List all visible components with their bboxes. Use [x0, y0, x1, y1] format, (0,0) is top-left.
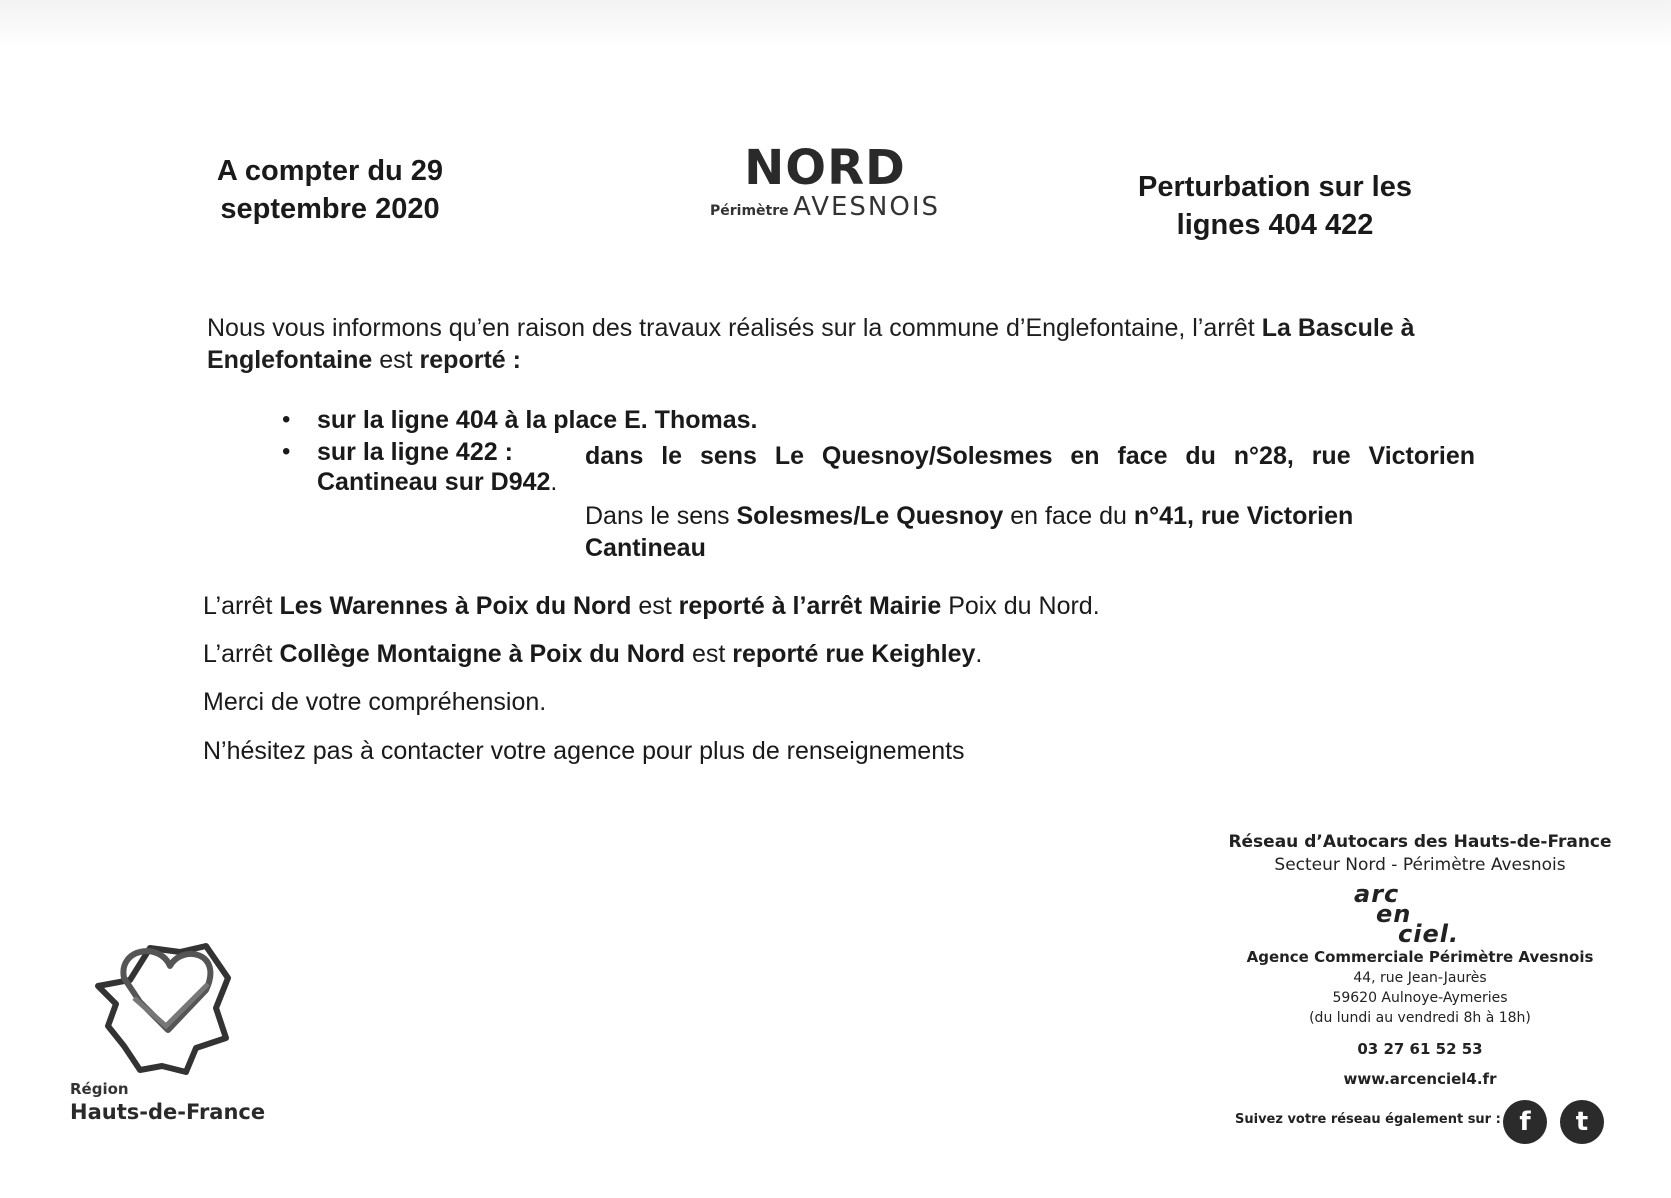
perimeter-prefix: Périmètre — [709, 203, 789, 219]
logo-word-arc: arc — [1354, 880, 1400, 908]
agency-phone: 03 27 61 52 53 — [1357, 1040, 1483, 1058]
contact-paragraph: N’hésitez pas à contacter votre agence pour plus de renseignements — [203, 737, 965, 765]
warennes-paragraph — [203, 590, 1100, 622]
disruption-title — [1110, 168, 1440, 244]
p2-stop: Collège Montaigne à Poix du Nord — [279, 640, 686, 668]
line-422-label — [317, 436, 513, 468]
line-422-direction-1-continued — [317, 466, 557, 498]
college-paragraph — [203, 638, 982, 670]
intro-paragraph — [207, 312, 1477, 376]
dir2-text-b: en face du — [1003, 502, 1134, 530]
agency-name: Agence Commerciale Périmètre Avesnois — [1246, 948, 1594, 966]
effective-date-line1: A compter du 29 — [216, 155, 444, 187]
p2-text-b: est — [685, 640, 733, 668]
bullet-symbol-2: • — [282, 438, 291, 465]
agency-website: www.arcenciel4.fr — [1343, 1070, 1497, 1088]
line-422-direction-1-cont-text: Cantineau sur D942 — [317, 468, 551, 496]
sector-title: NORD — [744, 140, 906, 196]
p2-text-c: . — [975, 640, 983, 668]
logo-word-ciel: ciel. — [1398, 920, 1460, 948]
twitter-icon[interactable]: t — [1560, 1100, 1604, 1144]
dir2-direction: Solesmes/Le Quesnoy — [736, 502, 1004, 530]
effective-date — [200, 152, 460, 228]
intro-text-1: Nous vous informons qu’en raison des travaux réalisés sur la commune d’Englefontaine, l’arrêt — [207, 314, 1262, 342]
line-422-direction-2 — [585, 500, 1445, 564]
line-404-text: sur la ligne 404 à la place E. Thomas. — [317, 406, 758, 434]
p1-text-b: est — [631, 592, 679, 620]
p1-text-c: Poix du Nord. — [941, 592, 1100, 620]
bullet-symbol-1: • — [282, 406, 291, 433]
agency-address-city: 59620 Aulnoye-Aymeries — [1332, 990, 1508, 1006]
logo-word-en: en — [1376, 900, 1412, 928]
agency-address-street: 44, rue Jean-Jaurès — [1353, 970, 1487, 986]
intro-text-2: est — [372, 346, 420, 374]
facebook-icon[interactable]: f — [1503, 1100, 1547, 1144]
sector-name: Secteur Nord - Périmètre Avesnois — [1274, 855, 1566, 875]
p1-text-a: L’arrêt — [203, 592, 280, 620]
perimeter-line — [700, 192, 950, 222]
thanks-paragraph: Merci de votre compréhension. — [203, 688, 547, 716]
line-422-direction-1-text: dans le sens Le Quesnoy/Solesmes en face du n°28, rue Victorien — [585, 442, 1475, 470]
p2-text-a: L’arrêt — [203, 640, 280, 668]
region-name: Hauts-de-France — [70, 1100, 266, 1124]
region-hauts-de-france-logo — [88, 938, 238, 1078]
sector-title-block — [700, 140, 950, 222]
agency-footer — [1180, 830, 1660, 1090]
region-label: Région — [70, 1080, 129, 1098]
p2-reported: reporté rue Keighley — [732, 640, 976, 668]
intro-stop-name: La Bascule à Englefontaine — [207, 314, 1415, 374]
dir2-text-a: Dans le sens — [585, 502, 737, 530]
p1-stop: Les Warennes à Poix du Nord — [279, 592, 632, 620]
perimeter-name: AVESNOIS — [793, 192, 941, 222]
follow-text: Suivez votre réseau également sur : — [1235, 1112, 1501, 1127]
heart-outline-shape — [123, 951, 210, 1030]
arc-en-ciel-logo — [1340, 880, 1500, 948]
p1-reported: reporté à l’arrêt Mairie — [678, 592, 942, 620]
effective-date-line2: septembre 2020 — [220, 193, 440, 225]
network-name: Réseau d’Autocars des Hauts-de-France — [1228, 832, 1612, 852]
line-422-direction-1 — [585, 440, 1475, 472]
disruption-title-line2: lignes 404 422 — [1176, 209, 1374, 241]
disruption-title-line1: Perturbation sur les — [1138, 171, 1412, 203]
line-404-item — [317, 404, 757, 436]
line-422-direction-1-period: . — [550, 468, 558, 496]
line-422-label-text: sur la ligne 422 : — [317, 438, 513, 466]
dir2-address: n°41, rue Victorien Cantineau — [585, 502, 1354, 562]
heart-check-shape — [134, 984, 208, 1026]
intro-reported: reporté : — [419, 346, 521, 374]
agency-hours: (du lundi au vendredi 8h à 18h) — [1309, 1010, 1531, 1026]
scan-shadow — [0, 0, 1671, 48]
